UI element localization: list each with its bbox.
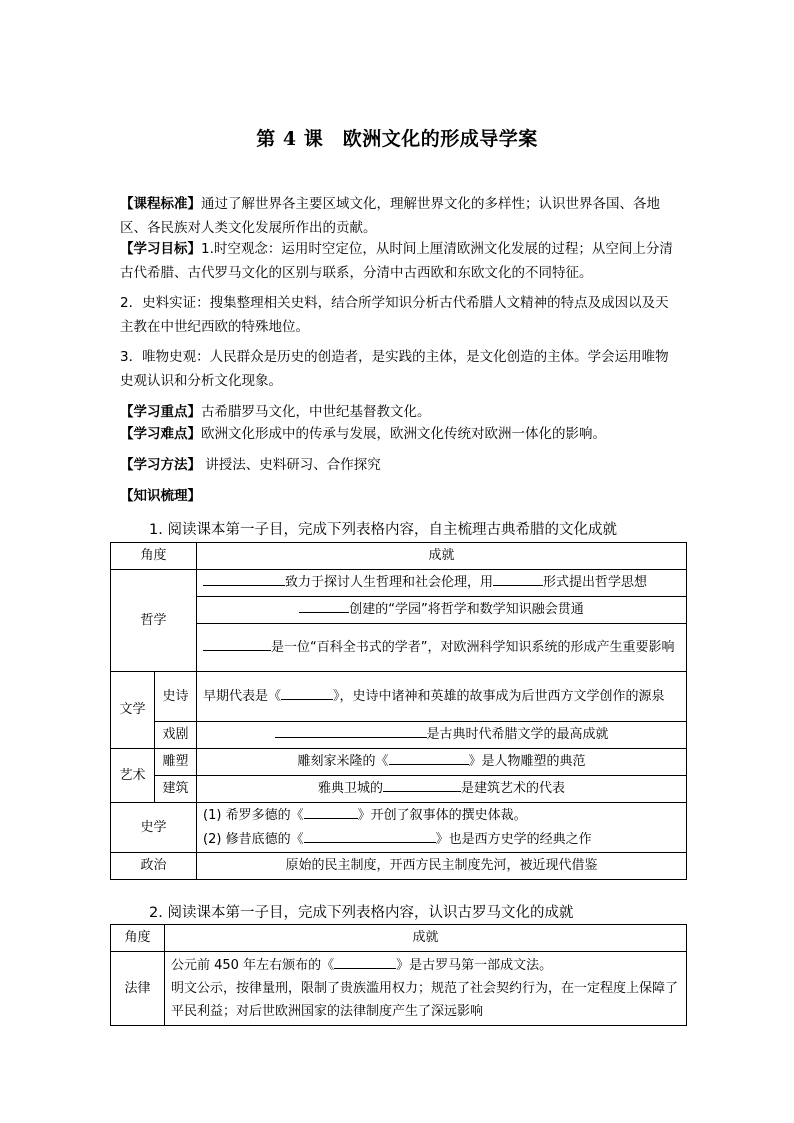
history-cell: 史学	[111, 803, 197, 853]
difficulty	[120, 422, 680, 446]
header-angle-2: 角度	[111, 925, 165, 952]
fill-blank[interactable]	[281, 685, 333, 700]
table2-caption: 2. 阅读课本第一子目，完成下列表格内容，认识古罗马文化的成就	[149, 905, 574, 921]
objective-3: 3．唯物史观：人民群众是历史的创造者，是实践的主体，是文化创造的主体。学会运用唯物史观认识和分析文化现象。	[120, 349, 669, 389]
greek-culture-table	[110, 542, 687, 880]
fill-blank[interactable]	[389, 750, 469, 765]
phil-row1-text-b: 形式提出哲学思想	[543, 575, 648, 590]
politics-cell: 政治	[111, 853, 197, 880]
architecture-text-a: 雅典卫城的	[318, 781, 384, 796]
objectives-label: 【学习目标】	[120, 241, 201, 257]
drama-cell: 戏剧	[155, 722, 197, 749]
philosophy-row-3	[197, 624, 687, 672]
method-label: 【学习方法】	[120, 457, 201, 473]
course-standard	[120, 192, 680, 240]
phil-row1-text-a: 致力于探讨人生哲理和社会伦理，用	[285, 575, 494, 590]
header-achievement-2: 成就	[165, 925, 687, 952]
philosophy-row-2	[197, 597, 687, 624]
course-standard-label: 【课程标准】	[120, 196, 201, 212]
learning-objectives	[120, 237, 680, 285]
philosophy-cell: 哲学	[111, 570, 197, 672]
page-title: 第 4 课 欧洲文化的形成导学案	[256, 128, 538, 150]
architecture-row	[197, 776, 687, 803]
header-achievement: 成就	[197, 543, 687, 570]
learning-method	[120, 453, 680, 477]
history1-text-a: (1) 希罗多德的《	[203, 807, 304, 823]
philosophy-row-1	[197, 570, 687, 597]
objective-2: 2．史料实证：搜集整理相关史料，结合所学知识分析古代希腊人文精神的特点及成因以及天主教在中世纪西欧的特殊地位。	[120, 295, 669, 335]
fill-blank[interactable]	[275, 723, 427, 738]
epic-text-b: 》，史诗中诸神和英雄的故事成为后世西方文学创作的源泉	[333, 689, 665, 704]
course-standard-text: 通过了解世界各主要区域文化，理解世界文化的多样性；认识世界各国、各地区、各民族对人类文化发展所作出的贡献。	[120, 196, 660, 236]
fill-blank[interactable]	[299, 598, 349, 613]
fill-blank[interactable]	[383, 777, 461, 792]
fill-blank[interactable]	[203, 571, 285, 586]
objective-1: 1.时空观念：运用时空定位，从时间上厘清欧洲文化发展的过程；从空间上分清古代希腊、古代罗马文化的区别与联系，分清中古西欧和东欧文化的不同特征。	[120, 241, 673, 281]
difficulty-label: 【学习难点】	[120, 426, 201, 442]
law-line-1	[171, 954, 680, 977]
art-cell: 艺术	[111, 749, 155, 803]
history2-text-a: (2) 修昔底德的《	[203, 831, 304, 847]
law-line-2: 明文公示，按律量刑，限制了贵族滥用权力；规范了社会契约行为，在一定程度上保障了平民利益；对后世欧洲国家的法律制度产生了深远影响	[171, 981, 679, 1019]
sculpture-cell: 雕塑	[155, 749, 197, 776]
literature-cell: 文学	[111, 672, 155, 749]
roman-culture-table	[110, 924, 687, 1026]
difficulty-text: 欧洲文化形成中的传承与发展，欧洲文化传统对欧洲一体化的影响。	[201, 426, 606, 442]
law-text-b: 》是古罗马第一部成文法。	[396, 958, 553, 973]
law-text-a: 公元前 450 年左右颁布的《	[171, 958, 335, 973]
epic-cell: 史诗	[155, 672, 197, 722]
politics-row: 原始的民主制度，开西方民主制度先河，被近现代借鉴	[197, 853, 687, 880]
key-points-text: 古希腊罗马文化，中世纪基督教文化。	[201, 404, 431, 420]
fill-blank[interactable]	[334, 954, 396, 969]
drama-row	[197, 722, 687, 749]
fill-blank[interactable]	[203, 636, 271, 651]
sculpture-text-b: 》是人物雕塑的典范	[468, 754, 586, 769]
header-angle: 角度	[111, 543, 197, 570]
history-row-1	[203, 804, 680, 828]
law-cell: 法律	[111, 952, 165, 1026]
history2-text-b: 》也是西方史学的经典之作	[435, 831, 592, 847]
architecture-cell: 建筑	[155, 776, 197, 803]
phil-row3-text: 是一位“百科全书式的学者”，对欧洲科学知识系统的形成产生重要影响	[271, 640, 675, 655]
fill-blank[interactable]	[493, 571, 543, 586]
sculpture-row	[197, 749, 687, 776]
sculpture-text-a: 雕刻家米隆的《	[297, 754, 389, 769]
key-points-label: 【学习重点】	[120, 404, 201, 420]
method-text: 讲授法、史料研习、合作探究	[201, 457, 381, 473]
table1-caption: 1. 阅读课本第一子目，完成下列表格内容，自主梳理古典希腊的文化成就	[149, 522, 617, 538]
fill-blank[interactable]	[304, 828, 436, 843]
fill-blank[interactable]	[304, 804, 358, 819]
drama-text: 是古典时代希腊文学的最高成就	[426, 727, 609, 742]
history-rows	[197, 803, 687, 853]
history1-text-b: 》开创了叙事体的撰史体裁。	[357, 807, 527, 823]
epic-text-a: 早期代表是《	[203, 689, 282, 704]
phil-row2-text: 创建的“学园”将哲学和数学知识融会贯通	[349, 602, 584, 617]
architecture-text-b: 是建筑艺术的代表	[461, 781, 566, 796]
knowledge-heading	[120, 484, 680, 508]
history-row-2	[203, 828, 680, 852]
epic-row	[197, 672, 687, 722]
knowledge-label: 【知识梳理】	[120, 488, 201, 504]
law-row	[165, 952, 687, 1026]
key-points	[120, 400, 680, 424]
